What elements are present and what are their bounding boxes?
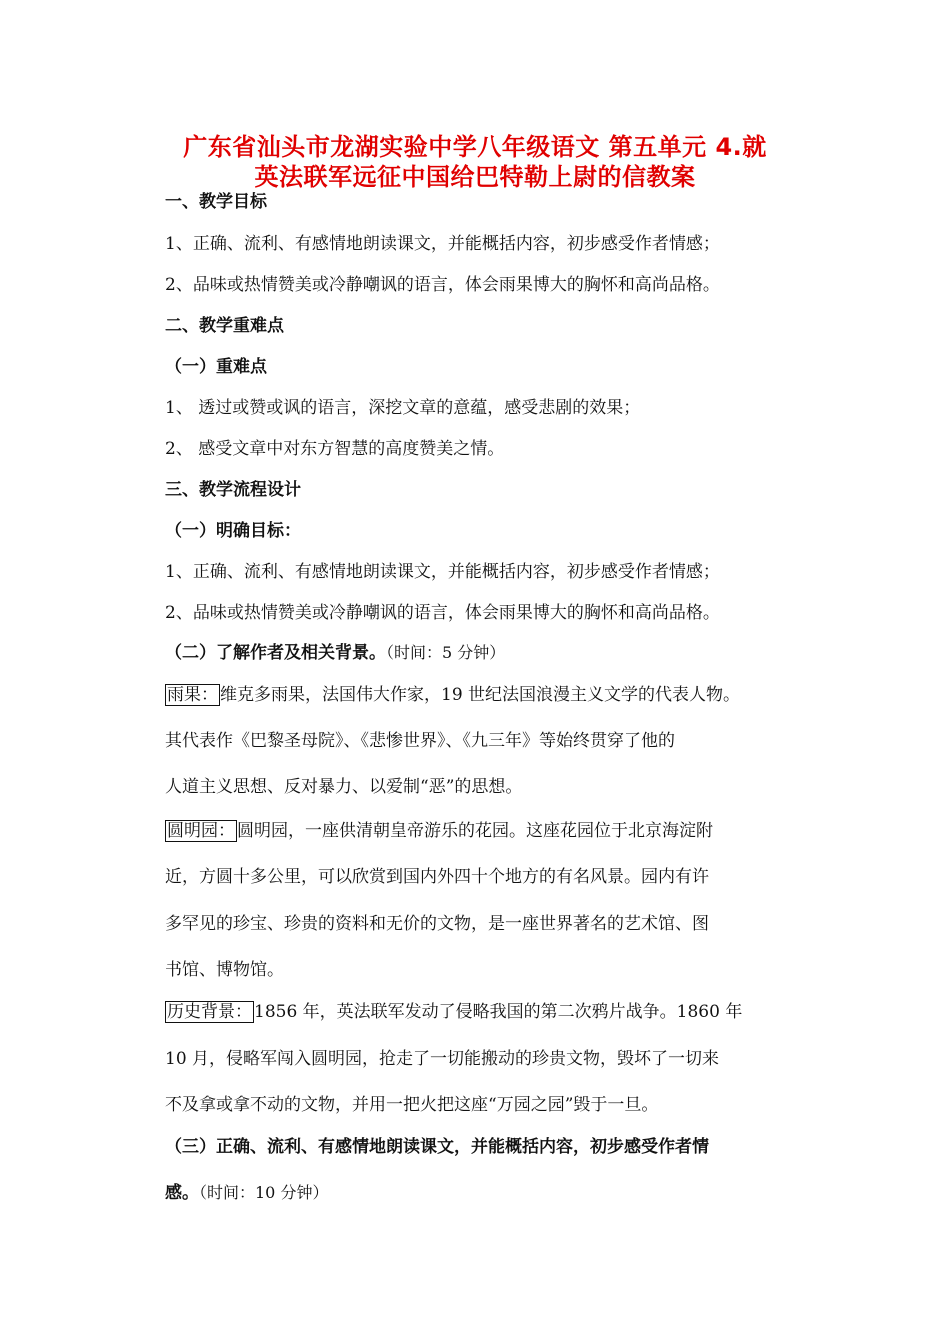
- yuanmingyuan-line-3: 多罕见的珍宝、珍贵的资料和无价的文物，是一座世界著名的艺术馆、图: [165, 914, 709, 934]
- title-line-1: 广东省汕头市龙湖实验中学八年级语文 第五单元 4.就: [183, 133, 767, 161]
- section-2-item-2: 2、 感受文章中对东方智慧的高度赞美之情。: [165, 439, 505, 459]
- section-3-heading: 三、教学流程设计: [165, 480, 301, 500]
- section-3-item-2: 2、品味或热情赞美或冷静嘲讽的语言，体会雨果博大的胸怀和高尚品格。: [165, 603, 720, 623]
- hugo-label-box: 雨果：: [167, 685, 218, 705]
- hugo-line-1: [165, 683, 740, 707]
- subheading-3-text: 感。: [165, 1183, 199, 1203]
- section-3-subheading-2: [165, 641, 505, 665]
- section-1-item-1: 1、正确、流利、有感情地朗读课文，并能概括内容，初步感受作者情感；: [165, 234, 720, 254]
- hugo-text-1: 维克多雨果，法国伟大作家，19 世纪法国浪漫主义文学的代表人物。: [220, 685, 741, 705]
- background-line-3: 不及拿或拿不动的文物，并用一把火把这座“万园之园”毁于一旦。: [165, 1095, 659, 1115]
- section-3-subheading-3-line-1: （三）正确、流利、有感情地朗读课文，并能概括内容，初步感受作者情: [165, 1137, 709, 1157]
- yuanmingyuan-line-2: 近，方圆十多公里，可以欣赏到国内外四十个地方的有名风景。园内有许: [165, 867, 709, 887]
- yuanmingyuan-line-4: 书馆、博物馆。: [165, 960, 284, 980]
- subheading-2-text: （二）了解作者及相关背景。: [165, 643, 386, 663]
- background-label-box: 历史背景：: [167, 1002, 252, 1022]
- yuanmingyuan-line-1: [165, 819, 713, 843]
- section-1-heading: 一、教学目标: [165, 192, 267, 212]
- section-2-subheading: （一）重难点: [165, 357, 267, 377]
- background-line-1: [165, 1000, 742, 1024]
- subheading-3-time: （时间：10 分钟）: [199, 1183, 329, 1202]
- background-text-1: 1856 年，英法联军发动了侵略我国的第二次鸦片战争。1860 年: [254, 1002, 743, 1022]
- hugo-line-3: 人道主义思想、反对暴力、以爱制“恶”的思想。: [165, 777, 523, 797]
- title-line-2: 英法联军远征中国给巴特勒上尉的信教案: [254, 163, 696, 191]
- section-1-item-2: 2、品味或热情赞美或冷静嘲讽的语言，体会雨果博大的胸怀和高尚品格。: [165, 275, 720, 295]
- document-title: [150, 132, 800, 192]
- hugo-line-2: 其代表作《巴黎圣母院》、《悲惨世界》、《九三年》等始终贯穿了他的: [165, 731, 675, 751]
- subheading-2-time: （时间：5 分钟）: [386, 643, 506, 662]
- section-3-subheading-1: （一）明确目标：: [165, 521, 301, 541]
- section-2-heading: 二、教学重难点: [165, 316, 284, 336]
- background-line-2: 10 月，侵略军闯入圆明园，抢走了一切能搬动的珍贵文物，毁坏了一切来: [165, 1049, 720, 1069]
- section-3-item-1: 1、正确、流利、有感情地朗读课文，并能概括内容，初步感受作者情感；: [165, 562, 720, 582]
- section-2-item-1: 1、 透过或赞或讽的语言，深挖文章的意蕴，感受悲剧的效果；: [165, 398, 641, 418]
- yuanmingyuan-label-box: 圆明园：: [167, 821, 235, 841]
- section-3-subheading-3-line-2: [165, 1181, 328, 1205]
- yuanmingyuan-text-1: 圆明园，一座供清朝皇帝游乐的花园。这座花园位于北京海淀附: [237, 821, 713, 841]
